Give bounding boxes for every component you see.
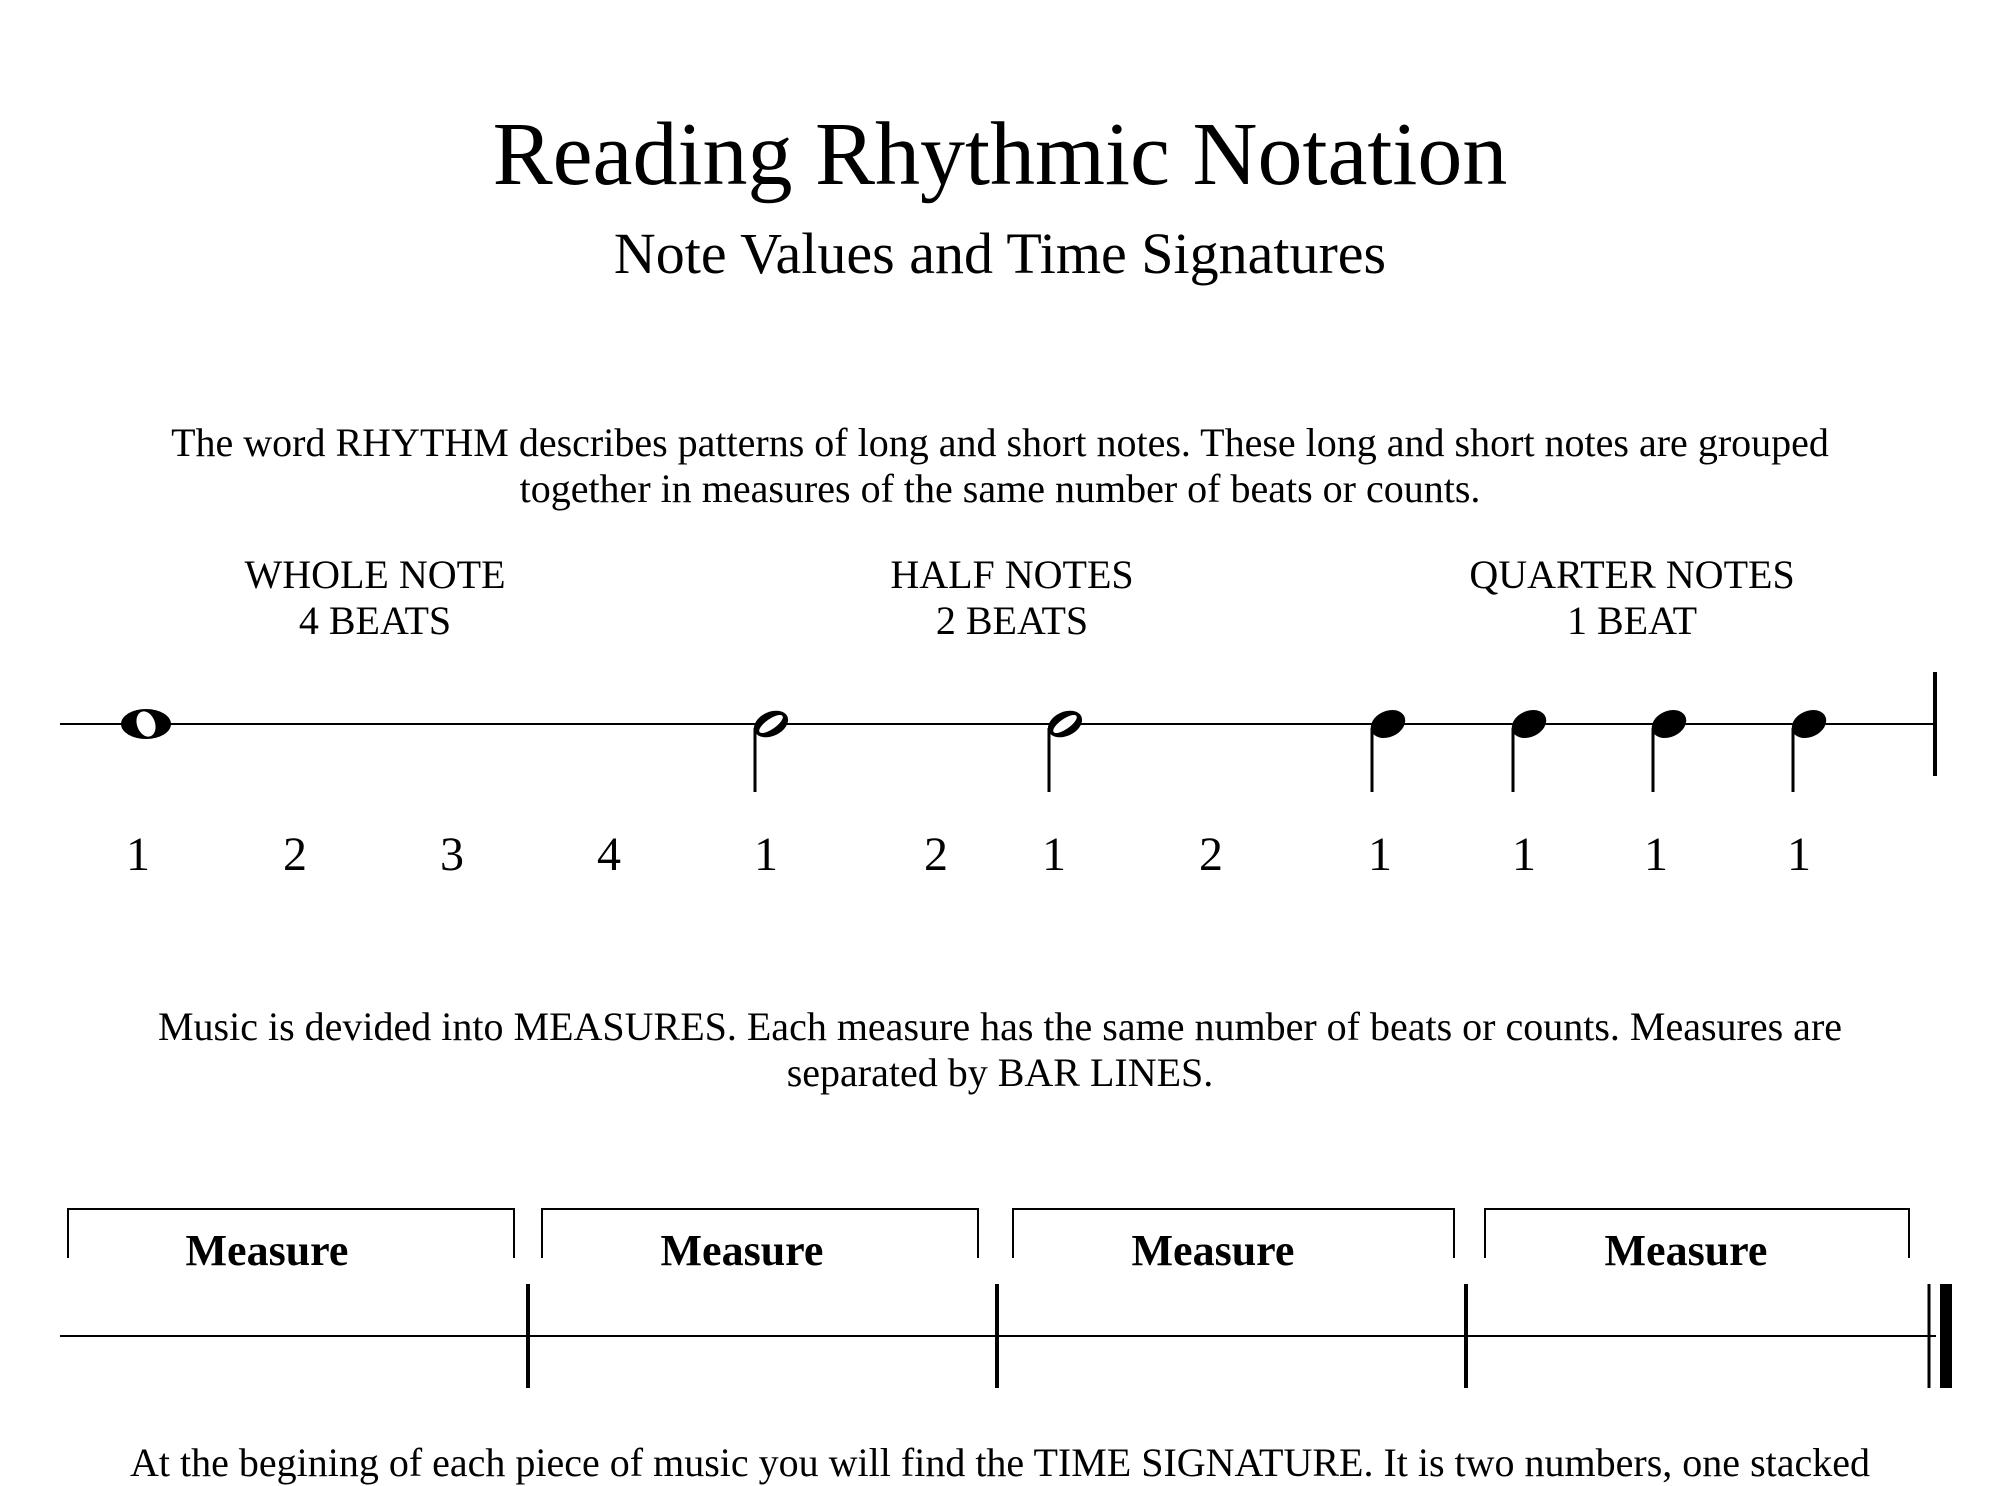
beat-count: 1 <box>1042 828 1066 881</box>
half-notes-beats: 2 BEATS <box>935 598 1089 643</box>
half-notes-name: HALF NOTES <box>890 552 1134 597</box>
time-signature-paragraph: At the begining of each piece of music you will find the TIME SIGNATURE. It is two numbers, one stacked <box>129 1440 1871 1485</box>
measure-label: Measure <box>1131 1226 1295 1275</box>
quarter-note <box>1366 705 1410 792</box>
beat-count: 1 <box>754 828 778 881</box>
measure-label: Measure <box>1604 1226 1768 1275</box>
quarter-note <box>1787 705 1831 792</box>
beat-count: 4 <box>597 828 621 881</box>
measures-line-1: Music is devided into MEASURES. Each measure has the same number of beats or counts. Measures are <box>157 1004 1843 1049</box>
beat-count: 1 <box>1644 828 1668 881</box>
beat-count: 1 <box>1787 828 1811 881</box>
beat-count: 2 <box>1199 828 1223 881</box>
intro-line-2: together in measures of the same number of beats or counts. <box>519 466 1481 511</box>
beat-count: 3 <box>440 828 464 881</box>
intro-line-1: The word RHYTHM describes patterns of long and short notes. These long and short notes are grouped <box>171 420 1829 465</box>
quarter-notes-name: QUARTER NOTES <box>1469 552 1795 597</box>
beat-count: 1 <box>126 828 150 881</box>
measure-label: Measure <box>185 1226 349 1275</box>
measure-label: Measure <box>660 1226 824 1275</box>
quarter-notes-beats: 1 BEAT <box>1567 598 1697 643</box>
beat-count: 2 <box>924 828 948 881</box>
measures-line-2: separated by BAR LINES. <box>786 1050 1214 1095</box>
measures-paragraph <box>0 1004 2000 1096</box>
beat-count: 2 <box>283 828 307 881</box>
quarter-note <box>1507 705 1551 792</box>
beat-count: 1 <box>1512 828 1536 881</box>
half-note <box>1044 706 1087 792</box>
whole-note-name: WHOLE NOTE <box>244 552 506 597</box>
beat-count: 1 <box>1368 828 1392 881</box>
half-note <box>750 706 793 792</box>
whole-note-beats: 4 BEATS <box>298 598 452 643</box>
page-title: Reading Rhythmic Notation <box>492 105 1508 204</box>
quarter-note <box>1647 705 1691 792</box>
whole-note <box>121 709 171 740</box>
page-subtitle: Note Values and Time Signatures <box>613 221 1387 286</box>
